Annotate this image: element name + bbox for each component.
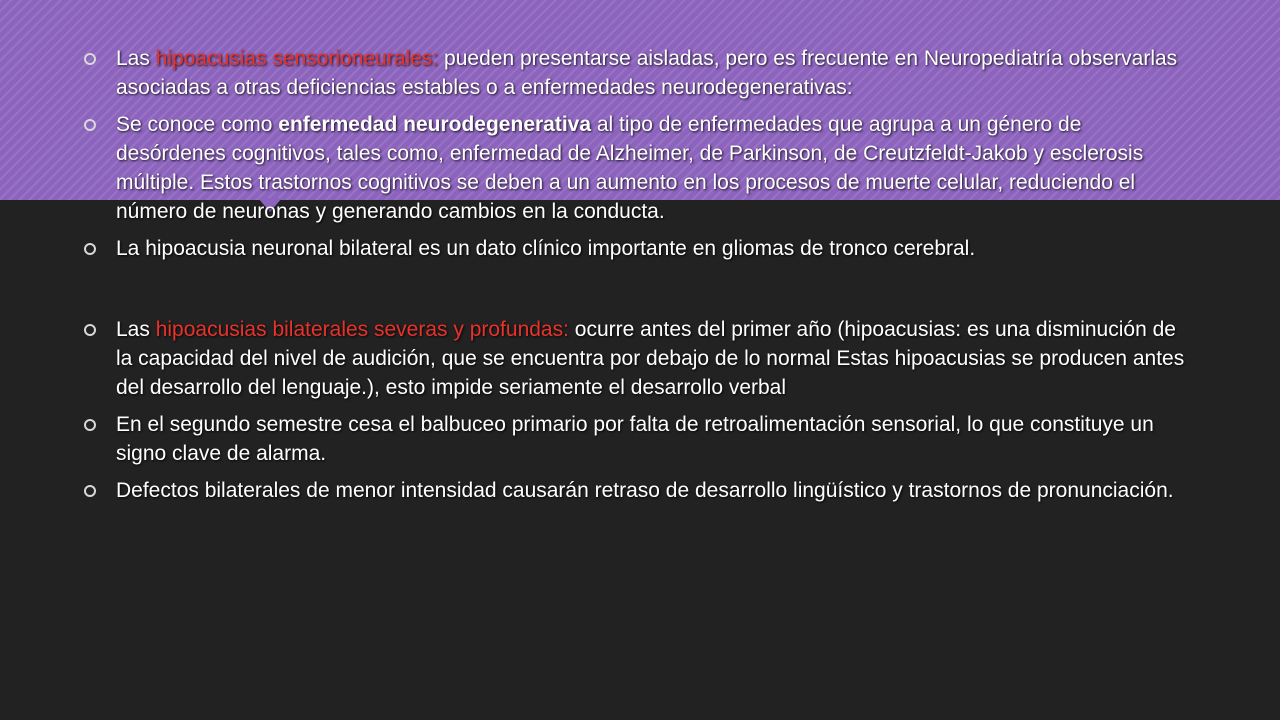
bold-term: enfermedad neurodegenerativa [278, 113, 592, 136]
bullet-text: La hipoacusia neuronal bilateral es un dato clínico importante en gliomas de tronco cerebral. [116, 237, 976, 260]
circle-bullet-icon [84, 119, 96, 131]
bullet-item [80, 234, 1190, 263]
bullet-text: Las [116, 47, 156, 70]
bullet-text: Defectos bilaterales de menor intensidad causarán retraso de desarrollo lingüístico y trastornos de pronunciación. [116, 479, 1174, 502]
bullet-text: Se conoce como [116, 113, 279, 136]
bullet-text: En el segundo semestre cesa el balbuceo primario por falta de retroalimentación sensorial, lo que constituye un signo clave de alarma. [116, 413, 1154, 465]
highlighted-term: hipoacusias sensorioneurales: [155, 47, 439, 70]
bullet-item [80, 410, 1190, 468]
bullet-text: pueden presentarse aisladas, pero es frecuente en Neuropediatría observarlas asociadas a otras deficiencias estables o a enfermedades neurodegenerativas: [116, 47, 1178, 99]
bullet-text: Las [116, 318, 156, 341]
highlighted-term: hipoacusias bilaterales severas y profundas: [155, 318, 569, 341]
circle-bullet-icon [84, 53, 96, 65]
bullet-text: ocurre antes del primer año (hipoacusias: es una disminución de la capacidad del nivel de audición, que se encuentra por debajo de lo normal Estas hipoacusias se producen antes del desarrollo del lenguaje.), esto impide seriamente el desarrollo verbal [116, 318, 1185, 399]
circle-bullet-icon [84, 419, 96, 431]
bullet-item [80, 476, 1190, 505]
circle-bullet-icon [84, 324, 96, 336]
circle-bullet-icon [84, 243, 96, 255]
bullet-item [80, 110, 1190, 226]
bullet-text: al tipo de enfermedades que agrupa a un género de desórdenes cognitivos, tales como, enfermedad de Alzheimer, de Parkinson, de Creutzfeldt-Jakob y esclerosis múltiple. Estos trastornos cognitivos se deben a un aumento en los procesos de muerte celular, reduciendo el número de neuronas y generando cambios en la conducta. [116, 113, 1144, 223]
circle-bullet-icon [84, 485, 96, 497]
bullet-item [80, 315, 1190, 402]
slide-content [80, 44, 1190, 505]
bullet-item [80, 44, 1190, 102]
